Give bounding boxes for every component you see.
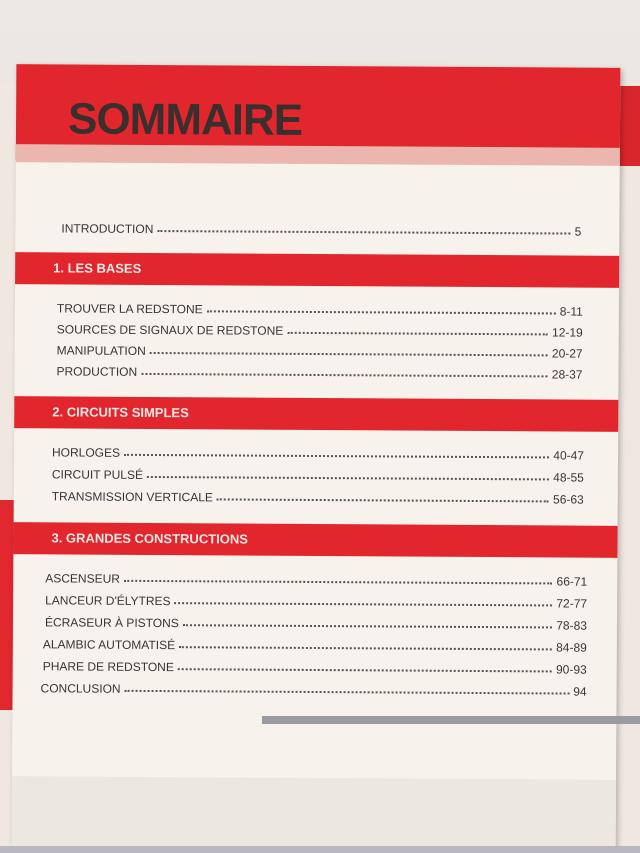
toc-entry (57, 321, 583, 340)
toc-entry-page: 78-83 (556, 618, 588, 633)
section-heading: 1. LES BASES (53, 260, 142, 276)
toc-entry-label: MANIPULATION (56, 343, 146, 358)
toc-entry-label: HORLOGES (51, 445, 121, 460)
toc-entry-page: 90-93 (555, 662, 587, 677)
toc-entry-label: ALAMBIC AUTOMATISÉ (42, 637, 176, 653)
leader-dots (157, 230, 570, 235)
toc-entry-label: TROUVER LA REDSTONE (56, 301, 203, 317)
toc-entry (61, 220, 581, 239)
toc-entry-page: 56-63 (552, 492, 584, 507)
page-lower-area (12, 776, 616, 850)
toc-entry-label: CIRCUIT PULSÉ (51, 467, 144, 482)
section-heading: 3. GRANDES CONSTRUCTIONS (51, 530, 249, 547)
toc-entry (57, 300, 583, 319)
toc-entry-label: SOURCES DE SIGNAUX DE REDSTONE (56, 322, 284, 338)
header-stripe (16, 144, 620, 166)
toc-entry-page: 28-37 (551, 367, 583, 382)
leader-dots (207, 310, 556, 314)
toc-entry (56, 363, 582, 382)
toc-entry (41, 680, 587, 699)
section-heading-bar (14, 396, 618, 432)
leader-dots (147, 476, 549, 480)
toc-entry-page: 84-89 (556, 640, 587, 655)
toc-entry-page: 72-77 (556, 596, 588, 611)
book-binding-edge (262, 716, 640, 724)
toc-entry-page: 8-11 (559, 304, 583, 319)
toc-entry-label: LANCEUR D'ÉLYTRES (45, 593, 171, 609)
toc-entry-page: 40-47 (553, 448, 585, 463)
section-heading: 2. CIRCUITS SIMPLES (52, 404, 189, 421)
leader-dots (178, 668, 552, 672)
toc-entry (43, 636, 587, 655)
leader-dots (150, 352, 548, 356)
leader-dots (124, 580, 553, 585)
leader-dots (287, 332, 548, 336)
toc-entry-label: CONCLUSION (40, 681, 121, 696)
toc-entry (52, 466, 584, 485)
toc-entry (52, 444, 584, 463)
toc-entry-page: 94 (573, 684, 587, 699)
leader-dots (125, 690, 570, 695)
leader-dots (179, 646, 552, 650)
toc-entry-page: 5 (574, 224, 582, 239)
toc-entry-label: PHARE DE REDSTONE (42, 659, 174, 675)
toc-entry-page: 12-19 (552, 325, 583, 340)
page-title: SOMMAIRE (67, 94, 303, 145)
toc-entry-label: INTRODUCTION (61, 221, 154, 237)
toc-entry (45, 592, 587, 611)
section-heading-bar (15, 252, 619, 288)
toc-entry-label: PRODUCTION (56, 364, 138, 379)
leader-dots (124, 454, 549, 459)
toc-entry-label: ASCENSEUR (45, 571, 120, 586)
toc-entry (45, 570, 587, 589)
toc-entry-page: 66-71 (556, 574, 588, 589)
section-heading-bar (13, 522, 617, 558)
toc-entry (57, 342, 583, 361)
toc-entry (45, 614, 587, 633)
leader-dots (217, 498, 549, 502)
toc-entry (52, 488, 584, 507)
toc-entry-page: 20-27 (551, 346, 583, 361)
book-page (12, 64, 621, 850)
toc-entry-label: ÉCRASEUR À PISTONS (44, 615, 179, 631)
leader-dots (175, 602, 553, 606)
table-edge (0, 846, 640, 853)
toc-entry-label: TRANSMISSION VERTICALE (51, 489, 213, 505)
toc-entry-page: 48-55 (553, 470, 584, 485)
leader-dots (183, 624, 552, 628)
toc-entry (43, 658, 587, 677)
leader-dots (141, 373, 548, 377)
